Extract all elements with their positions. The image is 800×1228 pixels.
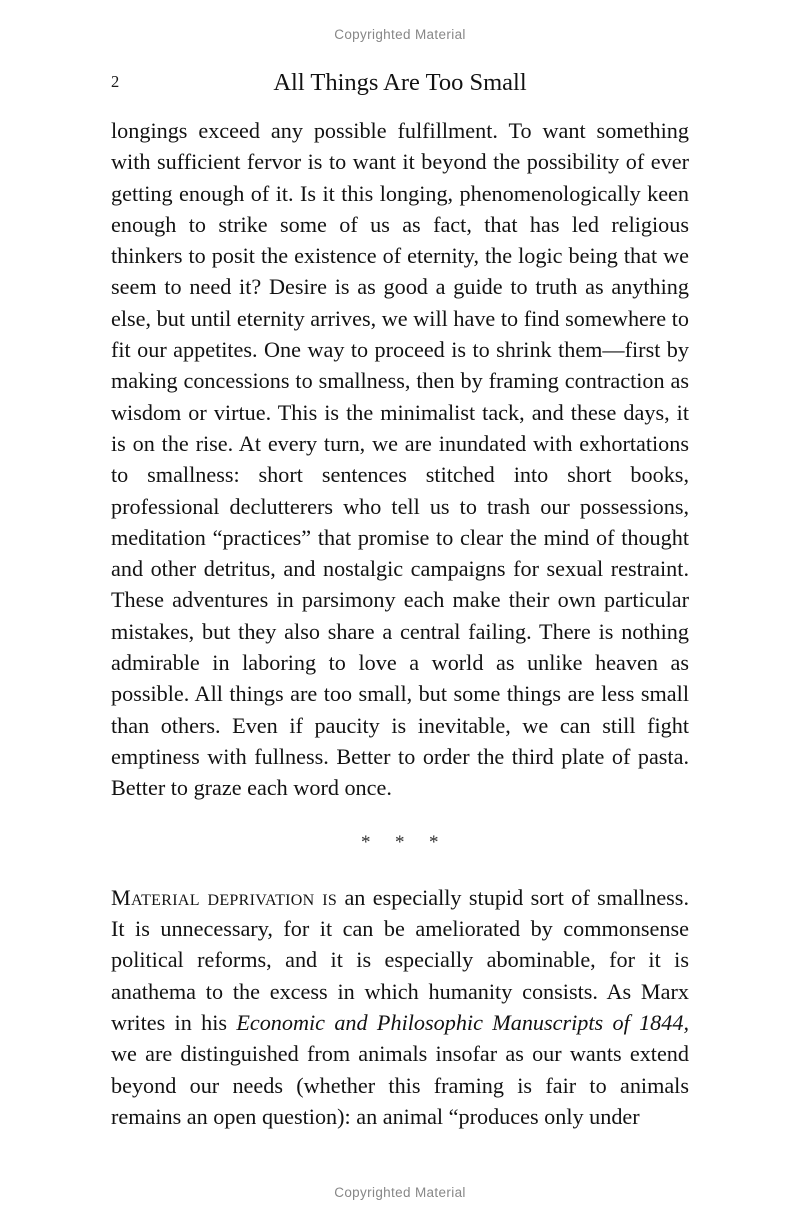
small-caps-lead-in: Material deprivation is (111, 884, 338, 910)
paragraph-continuation: longings exceed any possible fulfillment. To want something with sufficient fervor is to want it beyond the possibility of ever getting enough of it. Is it this longing, phenomenologically keen enough to strike some of us as fact, that has led religious thinkers to posit the existence of eternity, the logic being that we seem to need it? Desire is as good a guide to truth as anything else, but until eternity arrives, we will have to find somewhere to fit our appetites. One way to proceed is to shrink them—first by making concessions to smallness, then by framing contraction as wisdom or virtue. This is the minimalist tack, and these days, it is on the rise. At every turn, we are inundated with exhortations to smallness: short sentences stitched into short books, professional declutterers who tell us to trash our possessions, meditation “practices” that promise to clear the mind of thought and other detritus, and nostalgic campaigns for sexual restraint. These adventures in parsimony each make their own particular mistakes, but they also share a central failing. There is nothing admirable in laboring to love a world as unlike heaven as possible. All things are too small, but some things are less small than others. Even if paucity is inevitable, we can still fight emptiness with fullness. Better to order the third plate of pasta. Better to graze each word once. (111, 118, 689, 801)
text-block (111, 115, 689, 1132)
asterisk-glyph-1: * (361, 831, 371, 853)
cited-work-title: Economic and Philosophic Manuscripts of 1844, (236, 1010, 689, 1036)
section-divider-asterisks (111, 804, 689, 882)
copyright-watermark-top: Copyrighted Material (334, 27, 466, 42)
book-title-running-head: All Things Are Too Small (273, 69, 527, 96)
asterisk-glyph-3: * (429, 831, 439, 853)
paragraph-material-deprivation (111, 882, 689, 1132)
asterisk-glyph-2: * (395, 831, 405, 853)
paragraph-2-body-text: an especially stupid sort of smallness. It is unnecessary, for it can be ameliorated by commonsense political reforms, and it is especially abominable, for it is anathema to the excess in which humanity consists. As Marx writes in his (111, 884, 689, 1036)
page-number: 2 (111, 72, 120, 91)
running-head (111, 70, 689, 100)
paragraph-2-tail-text: we are distinguished from animals insofar as our wants extend beyond our needs (whether this framing is fair to animals remains an open question): an animal “produces only under (111, 1041, 689, 1129)
copyright-watermark-bottom: Copyrighted Material (334, 1185, 466, 1200)
